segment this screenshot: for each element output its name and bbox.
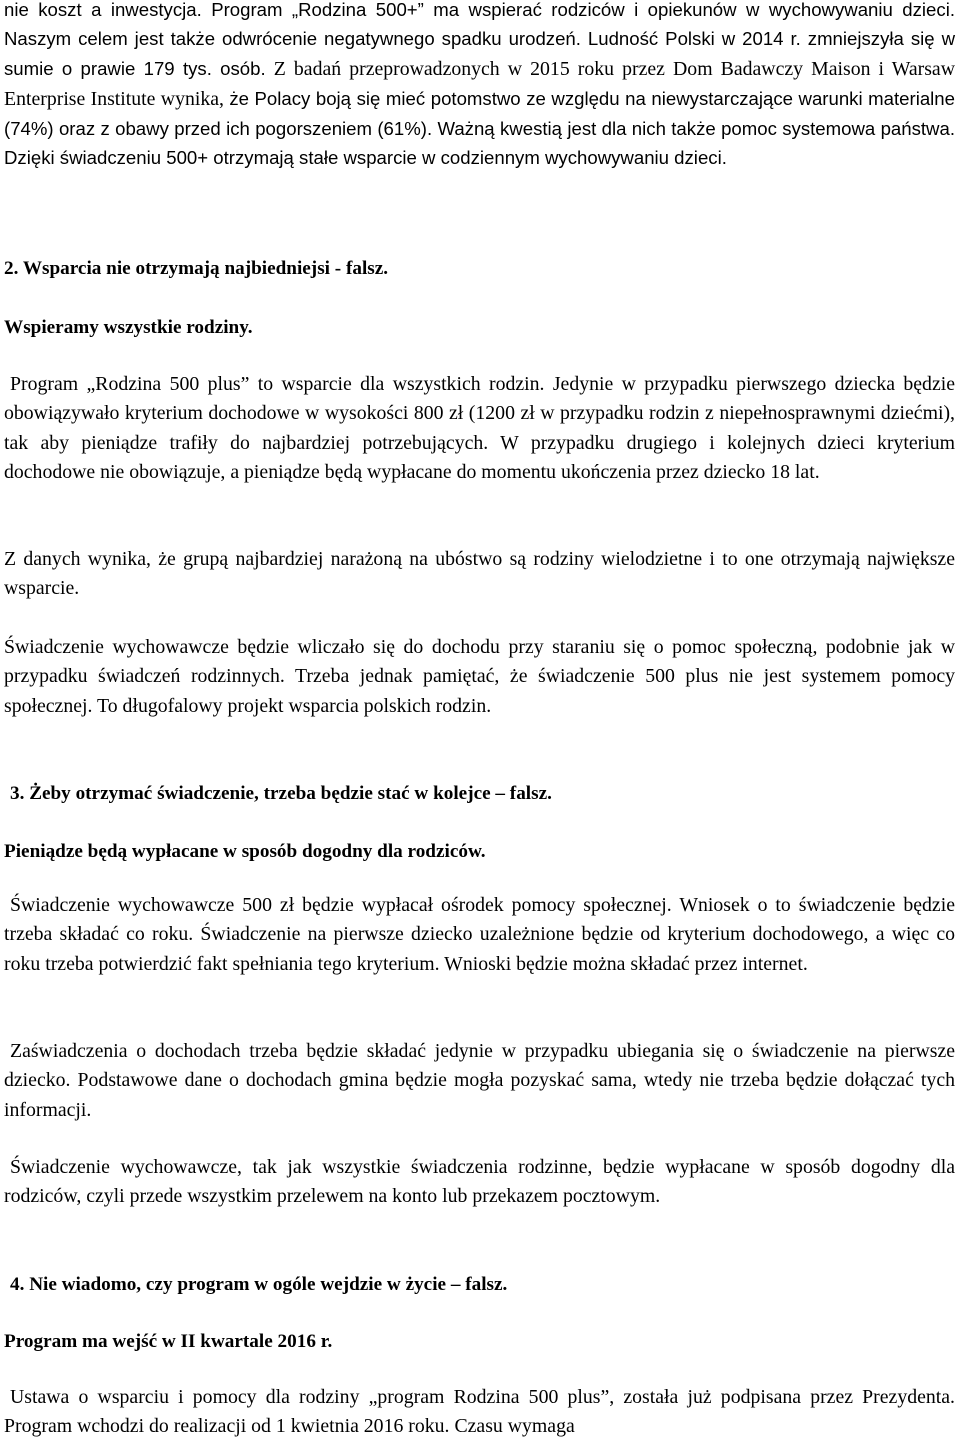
section-3-paragraph-1: Świadczenie wychowawcze 500 zł będzie wypłacał ośrodek pomocy społecznej. Wniosek o to świadczenie będzie trzeba składać co roku. Świadczenie na pierwsze dziecko uzależnione będzie od kryterium dochodowego, a więc co roku trzeba potwierdzić fakt spełniania tego kryterium. Wnioski będzie można składać przez internet. [4, 894, 955, 975]
intro-paragraph [4, 0, 955, 173]
intro-serif-text: Z badań przeprowadzonych w 2015 roku przez Dom Badawczy Maison i Warsaw Enterprise Institute wynika, [4, 57, 955, 110]
section-2-paragraph-2: Z danych wynika, że grupą najbardziej narażoną na ubóstwo są rodziny wielodzietne i to one otrzymają największe wsparcie. [4, 548, 955, 600]
section-4-paragraph-1: Ustawa o wsparciu i pomocy dla rodziny „program Rodzina 500 plus”, została już podpisana przez Prezydenta. Program wchodzi do realizacji od 1 kwietnia 2016 roku. Czasu wymaga [4, 1386, 955, 1438]
section-2-heading: 2. Wsparcia nie otrzymają najbiedniejsi - falsz. [4, 258, 389, 279]
section-3-subheading: Pieniądze będą wypłacane w sposób dogodny dla rodziców. [4, 841, 486, 862]
section-2-paragraph-1: Program „Rodzina 500 plus” to wsparcie dla wszystkich rodzin. Jedynie w przypadku pierwszego dziecka będzie obowiązywało kryterium dochodowe w wysokości 800 zł (1200 zł w przypadku rodzin z niepełnosprawnymi dziećmi), tak aby pieniądze trafiły do najbardziej potrzebujących. W przypadku drugiego i kolejnych dzieci kryterium dochodowe nie obowiązuje, a pieniądze będą wypłacane do momentu ukończenia przez dziecko 18 lat. [4, 373, 955, 483]
section-2-paragraph-3: Świadczenie wychowawcze będzie wliczało się do dochodu przy staraniu się o pomoc społeczną, podobnie jak w przypadku świadczeń rodzinnych. Trzeba jednak pamiętać, że świadczenie 500 plus nie jest systemem pomocy społecznej. To długofalowy projekt wsparcia polskich rodzin. [4, 636, 955, 717]
section-3-paragraph-2: Zaświadczenia o dochodach trzeba będzie składać jedynie w przypadku ubiegania się o świadczenie na pierwsze dziecko. Podstawowe dane o dochodach gmina będzie mogła pozyskać sama, wtedy nie trzeba będzie dołączać tych informacji. [4, 1040, 955, 1121]
section-3-heading: 3. Żeby otrzymać świadczenie, trzeba będzie stać w kolejce – falsz. [10, 783, 552, 804]
section-3-paragraph-3: Świadczenie wychowawcze, tak jak wszystkie świadczenia rodzinne, będzie wypłacane w sposób dogodny dla rodziców, czyli przede wszystkim przelewem na konto lub przekazem pocztowym. [4, 1156, 955, 1208]
section-4-heading: 4. Nie wiadomo, czy program w ogóle wejdzie w życie – falsz. [10, 1274, 508, 1295]
intro-sans-text: nie koszt a inwestycja. Program „Rodzina 500+” ma wspierać rodziców i opiekunów w wychowywaniu dzieci. Naszym celem jest także odwrócenie negatywnego spadku urodzeń. Ludność Polski w 2014 r. zmniejszyła się w sumie o prawie 179 tys. osób. [4, 0, 955, 79]
section-2-subheading: Wspieramy wszystkie rodziny. [4, 317, 253, 338]
intro-sans-tail: że Polacy boją się mieć potomstwo ze względu na niewystarczające warunki materialne (74%) oraz z obawy przed ich pogorszeniem (61%). Ważną kwestią jest dla nich także pomoc systemowa państwa. Dzięki świadczeniu 500+ otrzymają stałe wsparcie w codziennym wychowywaniu dzieci. [4, 87, 955, 169]
section-4-subheading: Program ma wejść w II kwartale 2016 r. [4, 1331, 333, 1352]
